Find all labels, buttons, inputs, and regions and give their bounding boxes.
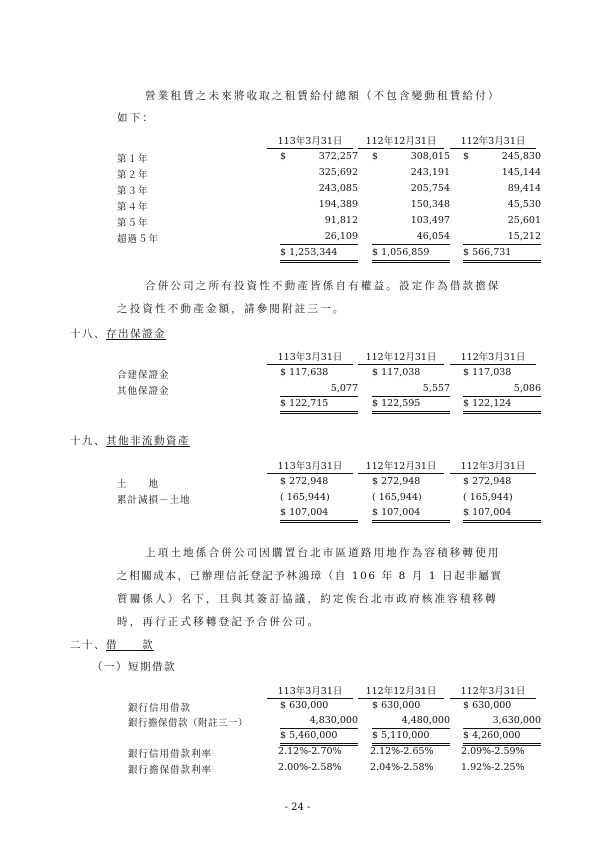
- loans-row-label: 銀行擔保借款（附註三一）: [128, 718, 249, 729]
- lease-cell: 25,601: [507, 215, 541, 226]
- lease-row-label: 第３年: [117, 186, 149, 197]
- assets-row-label: 土 地: [117, 479, 160, 490]
- lease-cell: 91,812: [324, 215, 358, 226]
- lease-cell: 243,191: [410, 167, 450, 178]
- deposit-cell: 5,077: [280, 383, 358, 397]
- lease-header-2: 112年12月31日: [358, 133, 444, 149]
- note-para-line1: 合併公司之所有投資性不動產皆係自有權益。設定作為借款擔保: [145, 280, 501, 292]
- lease-cell: 145,144: [501, 167, 541, 178]
- lease-cell: $ 308,015: [372, 151, 450, 162]
- lease-header-3: 112年3月31日: [450, 133, 536, 149]
- loans-rate-label: 銀行擔保借款利率: [128, 765, 213, 776]
- lease-total: $ 1,056,859: [372, 247, 450, 263]
- loans-total: $ 5,460,000: [280, 730, 358, 746]
- assets-total: $ 107,004: [280, 507, 358, 523]
- loans-header-2: 112年12月31日: [358, 683, 444, 699]
- deposit-header-2: 112年12月31日: [358, 349, 444, 365]
- section-number: 二十、: [70, 639, 106, 651]
- lease-row-label: 第２年: [117, 170, 149, 181]
- loans-total: $ 4,260,000: [463, 730, 541, 746]
- lease-text-line2: 如下：: [117, 112, 156, 124]
- assets-total: $ 107,004: [463, 507, 541, 523]
- deposit-header-3: 112年3月31日: [450, 349, 536, 365]
- lease-cell: $ 372,257: [280, 151, 358, 162]
- deposit-row-label: 其他保證金: [117, 386, 170, 397]
- loans-cell: $ 630,000: [463, 700, 512, 711]
- deposit-header-1: 113年3月31日: [267, 349, 353, 365]
- section-number: 十九、: [70, 435, 106, 447]
- assets-total: $ 107,004: [372, 507, 450, 523]
- note-para-line2: 之投資性不動產金額，請參閱附註三一。: [117, 303, 346, 315]
- lease-header-1: 113年3月31日: [267, 133, 353, 149]
- section-title: 借 款: [106, 639, 154, 651]
- lease-cell: 205,754: [410, 183, 450, 194]
- lease-cell: 26,109: [280, 231, 358, 245]
- assets-cell: ( 165,944): [372, 492, 422, 503]
- lease-row-label: 超過５年: [117, 234, 160, 245]
- loans-rate: 2.12%-2.70%: [278, 746, 342, 757]
- assets-header-3: 112年3月31日: [450, 458, 536, 474]
- section-19-heading: [70, 433, 190, 448]
- loans-cell: 4,830,000: [280, 715, 358, 729]
- subsection-short-term-loans: （一）短期借款: [92, 661, 176, 673]
- lease-cell: $ 245,830: [463, 151, 541, 162]
- sec19-para-line3: 質關係人）名下，且與其簽訂協議，約定俟台北市政府核准容積移轉: [117, 593, 498, 605]
- deposit-total: $ 122,124: [463, 398, 541, 414]
- deposit-cell: $ 117,038: [463, 367, 512, 378]
- lease-cell: 325,692: [318, 167, 358, 178]
- lease-cell: 15,212: [463, 231, 541, 245]
- page-number: - 24 -: [284, 802, 311, 813]
- lease-cell: 46,054: [372, 231, 450, 245]
- lease-row-label: 第１年: [117, 154, 149, 165]
- assets-cell: $ 272,948: [280, 476, 329, 487]
- loans-cell: 3,630,000: [463, 715, 541, 729]
- deposit-total: $ 122,595: [372, 398, 450, 414]
- section-18-heading: [70, 326, 166, 341]
- section-20-heading: [70, 637, 154, 652]
- section-number: 十八、: [70, 328, 106, 340]
- deposit-row-label: 合建保證金: [117, 370, 170, 381]
- loans-total: $ 5,110,000: [372, 730, 450, 746]
- assets-cell: ( 165,944): [280, 492, 330, 503]
- deposit-cell: 5,557: [372, 383, 450, 397]
- lease-total: $ 1,253,344: [280, 247, 358, 263]
- loans-rate: 2.12%-2.65%: [370, 746, 434, 757]
- assets-header-2: 112年12月31日: [358, 458, 444, 474]
- deposit-cell: 5,086: [463, 383, 541, 397]
- lease-cell: 103,497: [410, 215, 450, 226]
- loans-cell: 4,480,000: [372, 715, 450, 729]
- assets-cell: $ 272,948: [463, 476, 512, 487]
- lease-cell: 150,348: [410, 199, 450, 210]
- loans-header-1: 113年3月31日: [267, 683, 353, 699]
- lease-row-label: 第４年: [117, 202, 149, 213]
- section-title: 存出保證金: [106, 328, 166, 340]
- loans-rate-label: 銀行信用借款利率: [128, 749, 213, 760]
- lease-row-label: 第５年: [117, 218, 149, 229]
- lease-cell: 89,414: [507, 183, 541, 194]
- lease-cell: 243,085: [318, 183, 358, 194]
- loans-header-3: 112年3月31日: [450, 683, 536, 699]
- assets-header-1: 113年3月31日: [267, 458, 353, 474]
- loans-rate: 2.09%-2.59%: [461, 746, 525, 757]
- loans-cell: $ 630,000: [372, 700, 421, 711]
- sec19-para-line4: 時，再行正式移轉登記予合併公司。: [117, 616, 321, 628]
- loans-rate: 2.00%-2.58%: [278, 762, 342, 773]
- assets-cell: $ 272,948: [372, 476, 421, 487]
- assets-row-label: 累計減損－土地: [117, 495, 191, 506]
- assets-cell: ( 165,944): [463, 492, 513, 503]
- loans-cell: $ 630,000: [280, 700, 329, 711]
- deposit-cell: $ 117,638: [280, 367, 329, 378]
- loans-rate: 1.92%-2.25%: [461, 762, 525, 773]
- lease-cell: 45,530: [507, 199, 541, 210]
- lease-text-line1: 營業租賃之未來將收取之租賃給付總額（不包含變動租賃給付）: [145, 90, 501, 102]
- sec19-para-line2: 之相關成本，已辦理信託登記予林鴻璋（自 106 年 8 月 1 日起非屬實: [117, 570, 503, 582]
- deposit-cell: $ 117,038: [372, 367, 421, 378]
- lease-total: $ 566,731: [463, 247, 541, 263]
- deposit-total: $ 122,715: [280, 398, 358, 414]
- loans-row-label: 銀行信用借款: [128, 703, 192, 714]
- loans-rate: 2.04%-2.58%: [370, 762, 434, 773]
- sec19-para-line1: 上項土地係合併公司因購置台北市區道路用地作為容積移轉使用: [145, 547, 501, 559]
- section-title: 其他非流動資產: [106, 435, 190, 447]
- lease-cell: 194,389: [318, 199, 358, 210]
